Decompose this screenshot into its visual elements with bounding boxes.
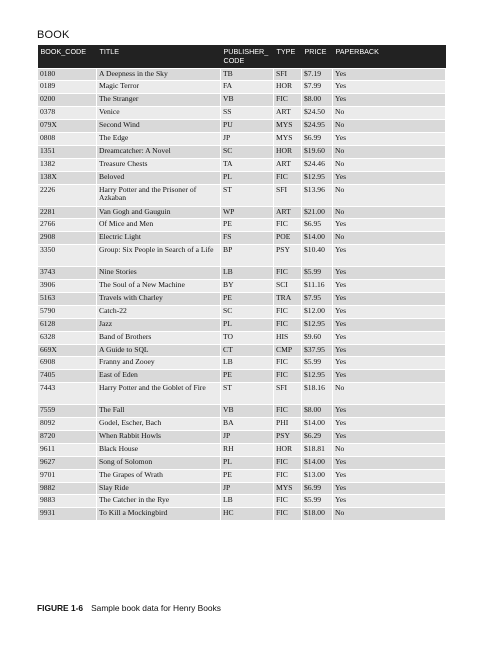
table-cell: JP xyxy=(221,430,274,443)
table-cell: PE xyxy=(221,469,274,482)
table-cell: $6.99 xyxy=(302,132,333,145)
table-cell: When Rabbit Howls xyxy=(97,430,221,443)
table-cell: Group: Six People in Search of a Life xyxy=(97,245,221,267)
table-cell: ST xyxy=(221,184,274,206)
table-cell: $6.99 xyxy=(302,482,333,495)
table-cell: Yes xyxy=(333,219,446,232)
table-cell: HC xyxy=(221,508,274,521)
table-cell: Yes xyxy=(333,245,446,267)
table-cell: 6328 xyxy=(38,331,97,344)
figure-caption-text: Sample book data for Henry Books xyxy=(91,603,221,613)
table-cell: No xyxy=(333,508,446,521)
table-cell: $14.00 xyxy=(302,232,333,245)
table-cell: FIC xyxy=(274,370,302,383)
table-cell: 8720 xyxy=(38,430,97,443)
table-cell: 2766 xyxy=(38,219,97,232)
table-row xyxy=(38,94,446,107)
table-row xyxy=(38,292,446,305)
table-cell: Catch-22 xyxy=(97,305,221,318)
table-cell: 1351 xyxy=(38,145,97,158)
table-cell: HIS xyxy=(274,331,302,344)
table-cell: SC xyxy=(221,145,274,158)
table-cell: Yes xyxy=(333,68,446,81)
table-cell: Of Mice and Men xyxy=(97,219,221,232)
table-cell: $6.29 xyxy=(302,430,333,443)
table-cell: LB xyxy=(221,495,274,508)
table-cell: 5790 xyxy=(38,305,97,318)
table-cell: 5163 xyxy=(38,292,97,305)
table-cell: $12.95 xyxy=(302,171,333,184)
table-cell: SFI xyxy=(274,184,302,206)
table-cell: CMP xyxy=(274,344,302,357)
table-cell: HOR xyxy=(274,81,302,94)
table-cell: Yes xyxy=(333,370,446,383)
table-cell: Van Gogh and Gauguin xyxy=(97,206,221,219)
table-cell: FIC xyxy=(274,267,302,280)
table-cell: $12.00 xyxy=(302,305,333,318)
table-cell: 0180 xyxy=(38,68,97,81)
table-cell: Yes xyxy=(333,469,446,482)
table-cell: $19.60 xyxy=(302,145,333,158)
table-cell: POE xyxy=(274,232,302,245)
table-row xyxy=(38,495,446,508)
table-cell: Yes xyxy=(333,418,446,431)
table-cell: $5.99 xyxy=(302,267,333,280)
table-cell: The Catcher in the Rye xyxy=(97,495,221,508)
table-cell: PL xyxy=(221,456,274,469)
table-cell: $5.99 xyxy=(302,357,333,370)
table-cell: $18.00 xyxy=(302,508,333,521)
table-cell: PL xyxy=(221,318,274,331)
table-cell: FIC xyxy=(274,171,302,184)
table-cell: 6128 xyxy=(38,318,97,331)
column-header: PUBLISHER_ CODE xyxy=(221,45,274,68)
table-row xyxy=(38,430,446,443)
table-cell: FIC xyxy=(274,305,302,318)
table-cell: No xyxy=(333,120,446,133)
table-cell: TB xyxy=(221,68,274,81)
table-cell: $18.16 xyxy=(302,383,333,405)
table-row xyxy=(38,418,446,431)
table-cell: SFI xyxy=(274,68,302,81)
column-header: PAPERBACK xyxy=(333,45,446,68)
table-cell: 669X xyxy=(38,344,97,357)
table-cell: CT xyxy=(221,344,274,357)
table-cell: Harry Potter and the Prisoner of Azkaban xyxy=(97,184,221,206)
table-cell: ART xyxy=(274,107,302,120)
book-table xyxy=(37,45,446,521)
table-cell: $10.40 xyxy=(302,245,333,267)
table-cell: 0189 xyxy=(38,81,97,94)
table-cell: 138X xyxy=(38,171,97,184)
table-cell: $7.99 xyxy=(302,81,333,94)
table-cell: FIC xyxy=(274,357,302,370)
table-row xyxy=(38,344,446,357)
table-row xyxy=(38,357,446,370)
table-cell: PE xyxy=(221,370,274,383)
table-cell: $7.95 xyxy=(302,292,333,305)
table-cell: FA xyxy=(221,81,274,94)
table-row xyxy=(38,318,446,331)
table-body xyxy=(38,68,446,521)
table-cell: JP xyxy=(221,132,274,145)
table-row xyxy=(38,107,446,120)
table-cell: No xyxy=(333,232,446,245)
table-cell: PU xyxy=(221,120,274,133)
table-cell: $5.99 xyxy=(302,495,333,508)
table-cell: Yes xyxy=(333,405,446,418)
table-cell: Yes xyxy=(333,357,446,370)
table-cell: BP xyxy=(221,245,274,267)
table-cell: FIC xyxy=(274,456,302,469)
table-cell: Godel, Escher, Bach xyxy=(97,418,221,431)
table-cell: Beloved xyxy=(97,171,221,184)
table-cell: RH xyxy=(221,443,274,456)
table-cell: ST xyxy=(221,383,274,405)
table-row xyxy=(38,245,446,267)
table-cell: PHI xyxy=(274,418,302,431)
table-row xyxy=(38,267,446,280)
table-row xyxy=(38,469,446,482)
table-cell: MYS xyxy=(274,132,302,145)
table-cell: A Guide to SQL xyxy=(97,344,221,357)
table-cell: 6908 xyxy=(38,357,97,370)
table-cell: $24.95 xyxy=(302,120,333,133)
table-row xyxy=(38,171,446,184)
table-heading: BOOK xyxy=(37,29,70,41)
table-cell: 7443 xyxy=(38,383,97,405)
table-cell: FIC xyxy=(274,219,302,232)
table-cell: PSY xyxy=(274,245,302,267)
table-cell: ART xyxy=(274,206,302,219)
table-cell: $14.00 xyxy=(302,456,333,469)
table-cell: East of Eden xyxy=(97,370,221,383)
table-row xyxy=(38,206,446,219)
table-row xyxy=(38,68,446,81)
table-cell: The Fall xyxy=(97,405,221,418)
table-row xyxy=(38,482,446,495)
table-cell: 9611 xyxy=(38,443,97,456)
table-cell: PSY xyxy=(274,430,302,443)
table-row xyxy=(38,145,446,158)
table-cell: Yes xyxy=(333,318,446,331)
table-cell: Treasure Chests xyxy=(97,158,221,171)
table-cell: $9.60 xyxy=(302,331,333,344)
table-cell: $14.00 xyxy=(302,418,333,431)
table-row xyxy=(38,405,446,418)
table-cell: No xyxy=(333,158,446,171)
table-cell: Franny and Zooey xyxy=(97,357,221,370)
column-header: BOOK_CODE xyxy=(38,45,97,68)
table-cell: Song of Solomon xyxy=(97,456,221,469)
table-cell: VB xyxy=(221,405,274,418)
table-cell: No xyxy=(333,107,446,120)
table-header-row xyxy=(38,45,446,68)
table-cell: Yes xyxy=(333,94,446,107)
table-cell: Harry Potter and the Goblet of Fire xyxy=(97,383,221,405)
table-row xyxy=(38,132,446,145)
table-cell: Yes xyxy=(333,81,446,94)
table-cell: $21.00 xyxy=(302,206,333,219)
table-cell: 2281 xyxy=(38,206,97,219)
table-cell: Nine Stories xyxy=(97,267,221,280)
table-cell: No xyxy=(333,145,446,158)
table-cell: $13.96 xyxy=(302,184,333,206)
column-header: PRICE xyxy=(302,45,333,68)
table-cell: SS xyxy=(221,107,274,120)
figure-caption xyxy=(37,603,221,613)
table-cell: $11.16 xyxy=(302,280,333,293)
table-cell: HOR xyxy=(274,145,302,158)
table-cell: SFI xyxy=(274,383,302,405)
table-cell: Electric Light xyxy=(97,232,221,245)
table-cell: PE xyxy=(221,219,274,232)
table-cell: Black House xyxy=(97,443,221,456)
table-cell: FIC xyxy=(274,94,302,107)
table-row xyxy=(38,305,446,318)
table-cell: LB xyxy=(221,357,274,370)
table-row xyxy=(38,456,446,469)
table-cell: Yes xyxy=(333,171,446,184)
table-cell: VB xyxy=(221,94,274,107)
table-cell: Yes xyxy=(333,482,446,495)
table-cell: Yes xyxy=(333,280,446,293)
table-cell: $24.46 xyxy=(302,158,333,171)
table-cell: SC xyxy=(221,305,274,318)
table-cell: 0808 xyxy=(38,132,97,145)
table-row xyxy=(38,443,446,456)
table-cell: The Grapes of Wrath xyxy=(97,469,221,482)
table-cell: FIC xyxy=(274,318,302,331)
table-cell: Yes xyxy=(333,495,446,508)
table-cell: PL xyxy=(221,171,274,184)
table-cell: Travels with Charley xyxy=(97,292,221,305)
table-cell: $6.95 xyxy=(302,219,333,232)
table-cell: 3906 xyxy=(38,280,97,293)
table-cell: Venice xyxy=(97,107,221,120)
table-cell: Yes xyxy=(333,292,446,305)
table-cell: WP xyxy=(221,206,274,219)
table-cell: FIC xyxy=(274,405,302,418)
column-header: TYPE xyxy=(274,45,302,68)
table-cell: 2908 xyxy=(38,232,97,245)
table-cell: 0378 xyxy=(38,107,97,120)
table-row xyxy=(38,232,446,245)
table-row xyxy=(38,331,446,344)
table-cell: Yes xyxy=(333,344,446,357)
table-row xyxy=(38,383,446,405)
table-cell: Second Wind xyxy=(97,120,221,133)
table-cell: Jazz xyxy=(97,318,221,331)
table-cell: 2226 xyxy=(38,184,97,206)
table-cell: BA xyxy=(221,418,274,431)
table-cell: 3743 xyxy=(38,267,97,280)
table-cell: No xyxy=(333,184,446,206)
table-row xyxy=(38,219,446,232)
table-cell: To Kill a Mockingbird xyxy=(97,508,221,521)
table-cell: No xyxy=(333,206,446,219)
table-cell: Band of Brothers xyxy=(97,331,221,344)
table-cell: No xyxy=(333,443,446,456)
table-cell: TA xyxy=(221,158,274,171)
table-cell: 079X xyxy=(38,120,97,133)
table-cell: Yes xyxy=(333,456,446,469)
table-row xyxy=(38,280,446,293)
table-row xyxy=(38,370,446,383)
table-cell: MYS xyxy=(274,482,302,495)
table-cell: BY xyxy=(221,280,274,293)
table-row xyxy=(38,81,446,94)
table-cell: 9701 xyxy=(38,469,97,482)
table-cell: 1382 xyxy=(38,158,97,171)
table-cell: TRA xyxy=(274,292,302,305)
table-cell: 7405 xyxy=(38,370,97,383)
table-cell: The Soul of a New Machine xyxy=(97,280,221,293)
table-cell: $37.95 xyxy=(302,344,333,357)
table-cell: FIC xyxy=(274,508,302,521)
column-header: TITLE xyxy=(97,45,221,68)
table-cell: $12.95 xyxy=(302,318,333,331)
table-cell: SCI xyxy=(274,280,302,293)
table-cell: 9627 xyxy=(38,456,97,469)
table-cell: $8.00 xyxy=(302,94,333,107)
table-cell: 9931 xyxy=(38,508,97,521)
table-cell: The Edge xyxy=(97,132,221,145)
table-cell: $13.00 xyxy=(302,469,333,482)
table-cell: Yes xyxy=(333,305,446,318)
table-cell: Yes xyxy=(333,331,446,344)
table-cell: 9882 xyxy=(38,482,97,495)
table-cell: LB xyxy=(221,267,274,280)
table-cell: $12.95 xyxy=(302,370,333,383)
table-cell: JP xyxy=(221,482,274,495)
figure-label: FIGURE 1-6 xyxy=(37,603,84,613)
table-cell: Dreamcatcher: A Novel xyxy=(97,145,221,158)
table-cell: Yes xyxy=(333,132,446,145)
table-cell: ART xyxy=(274,158,302,171)
table-cell: A Deepness in the Sky xyxy=(97,68,221,81)
table-cell: The Stranger xyxy=(97,94,221,107)
table-cell: FIC xyxy=(274,469,302,482)
table-cell: No xyxy=(333,383,446,405)
table-cell: MYS xyxy=(274,120,302,133)
table-cell: 0200 xyxy=(38,94,97,107)
table-cell: Magic Terror xyxy=(97,81,221,94)
table-cell: $8.00 xyxy=(302,405,333,418)
table-cell: FS xyxy=(221,232,274,245)
table-cell: Yes xyxy=(333,430,446,443)
table-cell: HOR xyxy=(274,443,302,456)
table-cell: Yes xyxy=(333,267,446,280)
table-cell: 8092 xyxy=(38,418,97,431)
table-cell: $7.19 xyxy=(302,68,333,81)
table-cell: 3350 xyxy=(38,245,97,267)
table-cell: $18.81 xyxy=(302,443,333,456)
table-row xyxy=(38,184,446,206)
table-cell: Slay Ride xyxy=(97,482,221,495)
table-cell: PE xyxy=(221,292,274,305)
table-row xyxy=(38,120,446,133)
table-row xyxy=(38,508,446,521)
table-cell: 7559 xyxy=(38,405,97,418)
table-cell: TO xyxy=(221,331,274,344)
table-cell: $24.50 xyxy=(302,107,333,120)
table-row xyxy=(38,158,446,171)
table-cell: 9883 xyxy=(38,495,97,508)
table-cell: FIC xyxy=(274,495,302,508)
